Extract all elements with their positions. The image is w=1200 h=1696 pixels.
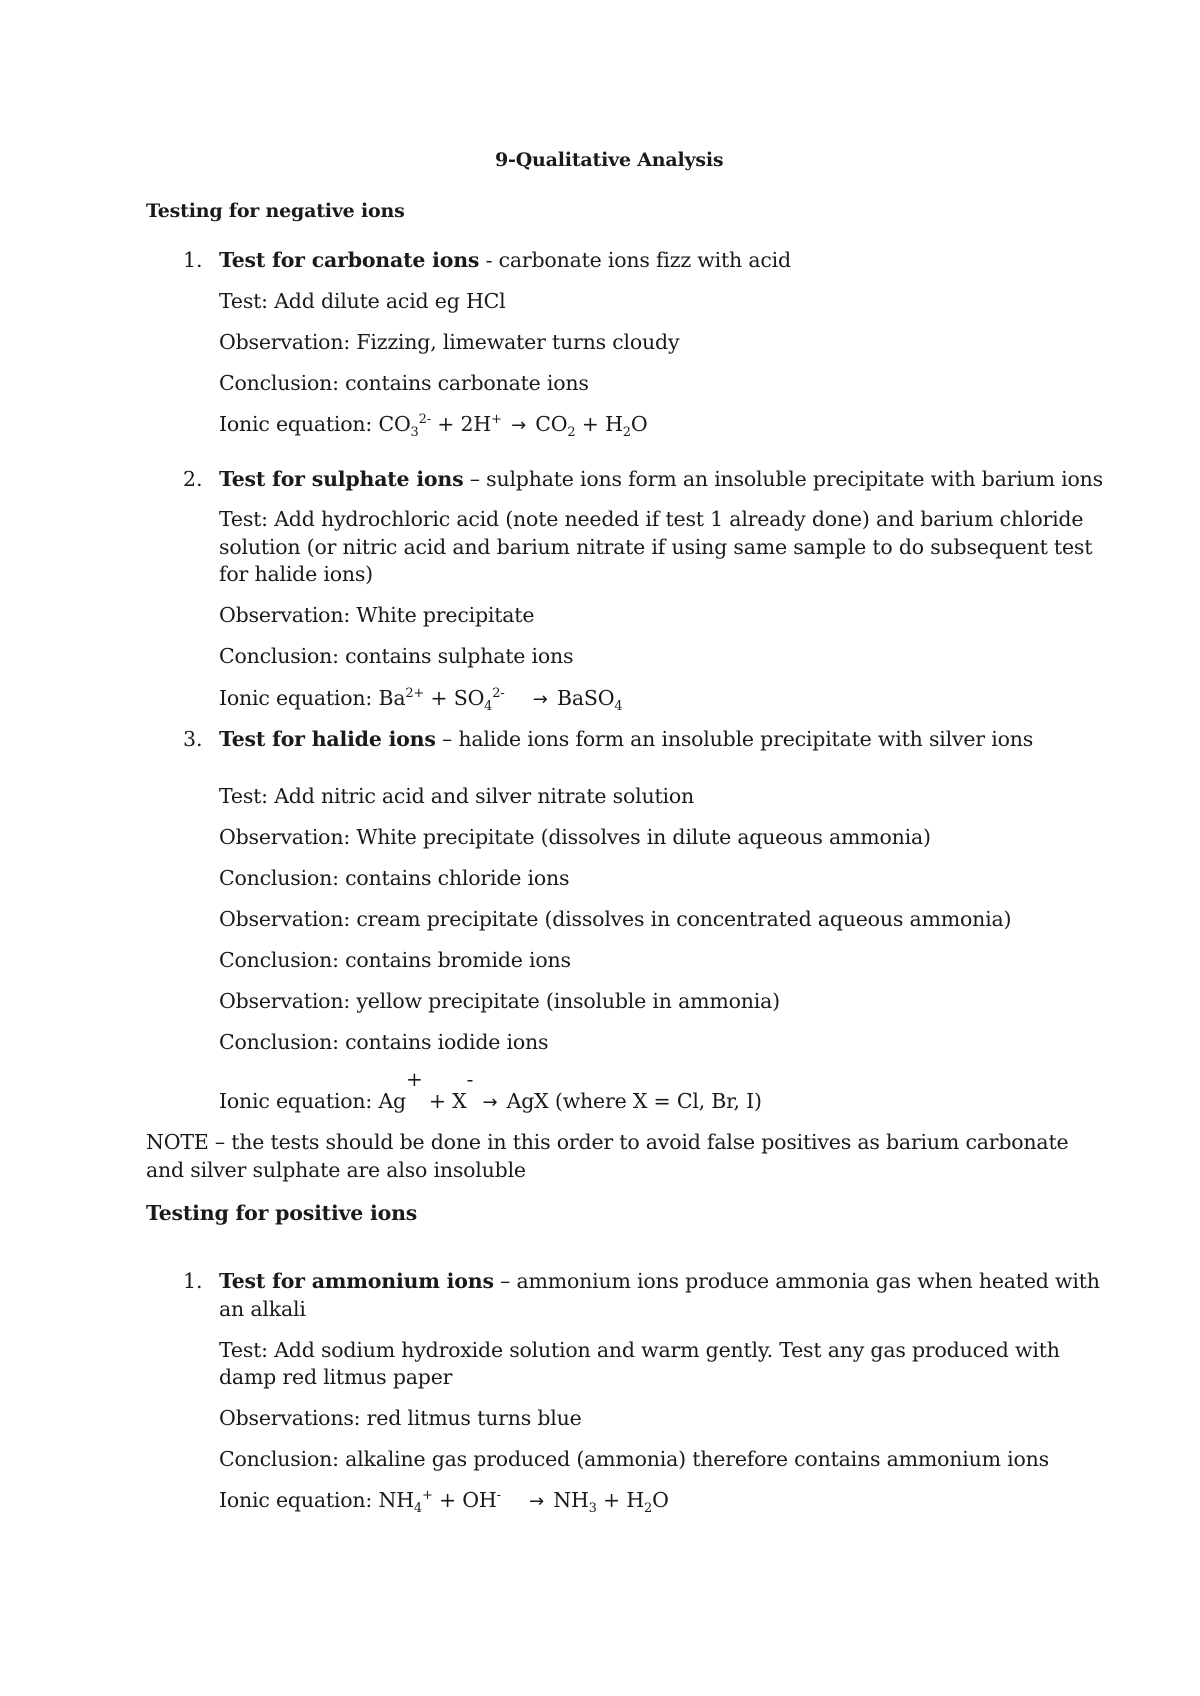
eq-subscript: 2 [644, 1501, 653, 1516]
sulphate-test-line-2: solution (or nitric acid and barium nitrate if using same sample to do subsequent test [219, 535, 1093, 559]
page-title: 9-Qualitative Analysis [495, 149, 724, 171]
ammonium-heading-rest: – ammonium ions produce ammonia gas when heated with [493, 1269, 1100, 1293]
eq-term: AgX (where X = Cl, Br, I) [500, 1089, 762, 1113]
eq-term: + 2H [430, 412, 492, 436]
halide-heading-bold: Test for halide ions [219, 727, 436, 751]
carbonate-heading-rest: - carbonate ions fizz with acid [479, 248, 791, 272]
eq-subscript: 2 [622, 425, 631, 440]
eq-superscript: 2- [492, 686, 505, 701]
halide-conclusion-3: Conclusion: contains iodide ions [219, 1030, 549, 1054]
sulphate-test-line-3: for halide ions) [219, 562, 373, 586]
ammonium-heading-line-2: an alkali [219, 1297, 306, 1321]
eq-term: + H [596, 1488, 645, 1512]
sulphate-test-line-1: Test: Add hydrochloric acid (note needed if test 1 already done) and barium chloride [219, 507, 1084, 531]
halide-conclusion-2: Conclusion: contains bromide ions [219, 948, 571, 972]
eq-superscript: 2- [418, 412, 431, 427]
note-line-1: NOTE – the tests should be done in this order to avoid false positives as barium carbonate [146, 1130, 1069, 1154]
ammonium-heading-bold: Test for ammonium ions [219, 1269, 494, 1293]
list-number: 3. [183, 727, 203, 751]
ammonium-ionic-equation [219, 1487, 669, 1515]
halide-test: Test: Add nitric acid and silver nitrate solution [219, 784, 695, 808]
carbonate-observation: Observation: Fizzing, limewater turns cloudy [219, 330, 680, 354]
eq-term: O [630, 412, 648, 436]
eq-term: NH [378, 1488, 414, 1512]
eq-label: Ionic equation: [219, 412, 379, 436]
eq-subscript: 4 [484, 699, 493, 714]
eq-subscript: 4 [614, 699, 623, 714]
sulphate-heading-rest: – sulphate ions form an insoluble precipitate with barium ions [463, 467, 1103, 491]
eq-term: Ba [378, 686, 406, 710]
eq-term: + H [575, 412, 623, 436]
eq-term: + SO [424, 686, 485, 710]
list-number: 1. [183, 248, 203, 272]
eq-label: Ionic equation: [219, 686, 379, 710]
eq-term: NH [546, 1488, 589, 1512]
halide-observation-3: Observation: yellow precipitate (insoluble in ammonia) [219, 989, 780, 1013]
eq-subscript: 3 [410, 425, 419, 440]
eq-term: O [652, 1488, 669, 1512]
carbonate-conclusion: Conclusion: contains carbonate ions [219, 371, 589, 395]
eq-superscript: + [405, 1067, 423, 1091]
eq-superscript: - [496, 1488, 501, 1503]
ammonium-heading [219, 1268, 1100, 1295]
eq-term: + X [422, 1089, 467, 1113]
eq-superscript: + [421, 1488, 433, 1503]
right-arrow-icon: → [529, 1491, 544, 1512]
positive-ions-heading: Testing for positive ions [146, 1201, 418, 1225]
eq-superscript: - [466, 1067, 474, 1091]
ammonium-observation: Observations: red litmus turns blue [219, 1406, 582, 1430]
carbonate-heading [219, 247, 791, 274]
ammonium-test-line-2: damp red litmus paper [219, 1365, 453, 1389]
eq-term: CO [528, 412, 568, 436]
eq-term: Ag [378, 1089, 406, 1113]
sulphate-heading [219, 466, 1103, 493]
sulphate-observation: Observation: White precipitate [219, 603, 535, 627]
list-number: 2. [183, 467, 203, 491]
eq-subscript: 3 [588, 1501, 597, 1516]
eq-subscript: 2 [567, 425, 576, 440]
sulphate-ionic-equation [219, 685, 622, 713]
eq-superscript: 2+ [405, 686, 425, 701]
right-arrow-icon: → [482, 1092, 498, 1113]
eq-subscript: 4 [413, 1501, 422, 1516]
halide-heading-rest: – halide ions form an insoluble precipitate with silver ions [435, 727, 1034, 751]
right-arrow-icon: → [511, 415, 526, 436]
negative-ions-heading: Testing for negative ions [146, 200, 405, 222]
carbonate-ionic-equation [219, 411, 647, 439]
eq-term: BaSO [550, 686, 615, 710]
carbonate-heading-bold: Test for carbonate ions [219, 248, 480, 272]
ammonium-conclusion: Conclusion: alkaline gas produced (ammonia) therefore contains ammonium ions [219, 1447, 1050, 1471]
carbonate-test: Test: Add dilute acid eg HCl [219, 289, 506, 313]
halide-observation-2: Observation: cream precipitate (dissolves in concentrated aqueous ammonia) [219, 907, 1012, 931]
halide-heading [219, 726, 1033, 753]
note-line-2: and silver sulphate are also insoluble [146, 1158, 526, 1182]
eq-term: + OH [432, 1488, 497, 1512]
list-number: 1. [183, 1269, 203, 1293]
sulphate-conclusion: Conclusion: contains sulphate ions [219, 644, 574, 668]
halide-observation-1: Observation: White precipitate (dissolves in dilute aqueous ammonia) [219, 825, 931, 849]
eq-label: Ionic equation: [219, 1488, 379, 1512]
ammonium-test-line-1: Test: Add sodium hydroxide solution and warm gently. Test any gas produced with [219, 1338, 1060, 1362]
halide-conclusion-1: Conclusion: contains chloride ions [219, 866, 570, 890]
eq-term: CO [378, 412, 411, 436]
eq-label: Ionic equation: [219, 1089, 379, 1113]
sulphate-heading-bold: Test for sulphate ions [219, 467, 464, 491]
eq-superscript: + [491, 412, 502, 427]
halide-ionic-equation [219, 1067, 762, 1116]
right-arrow-icon: → [532, 689, 548, 710]
